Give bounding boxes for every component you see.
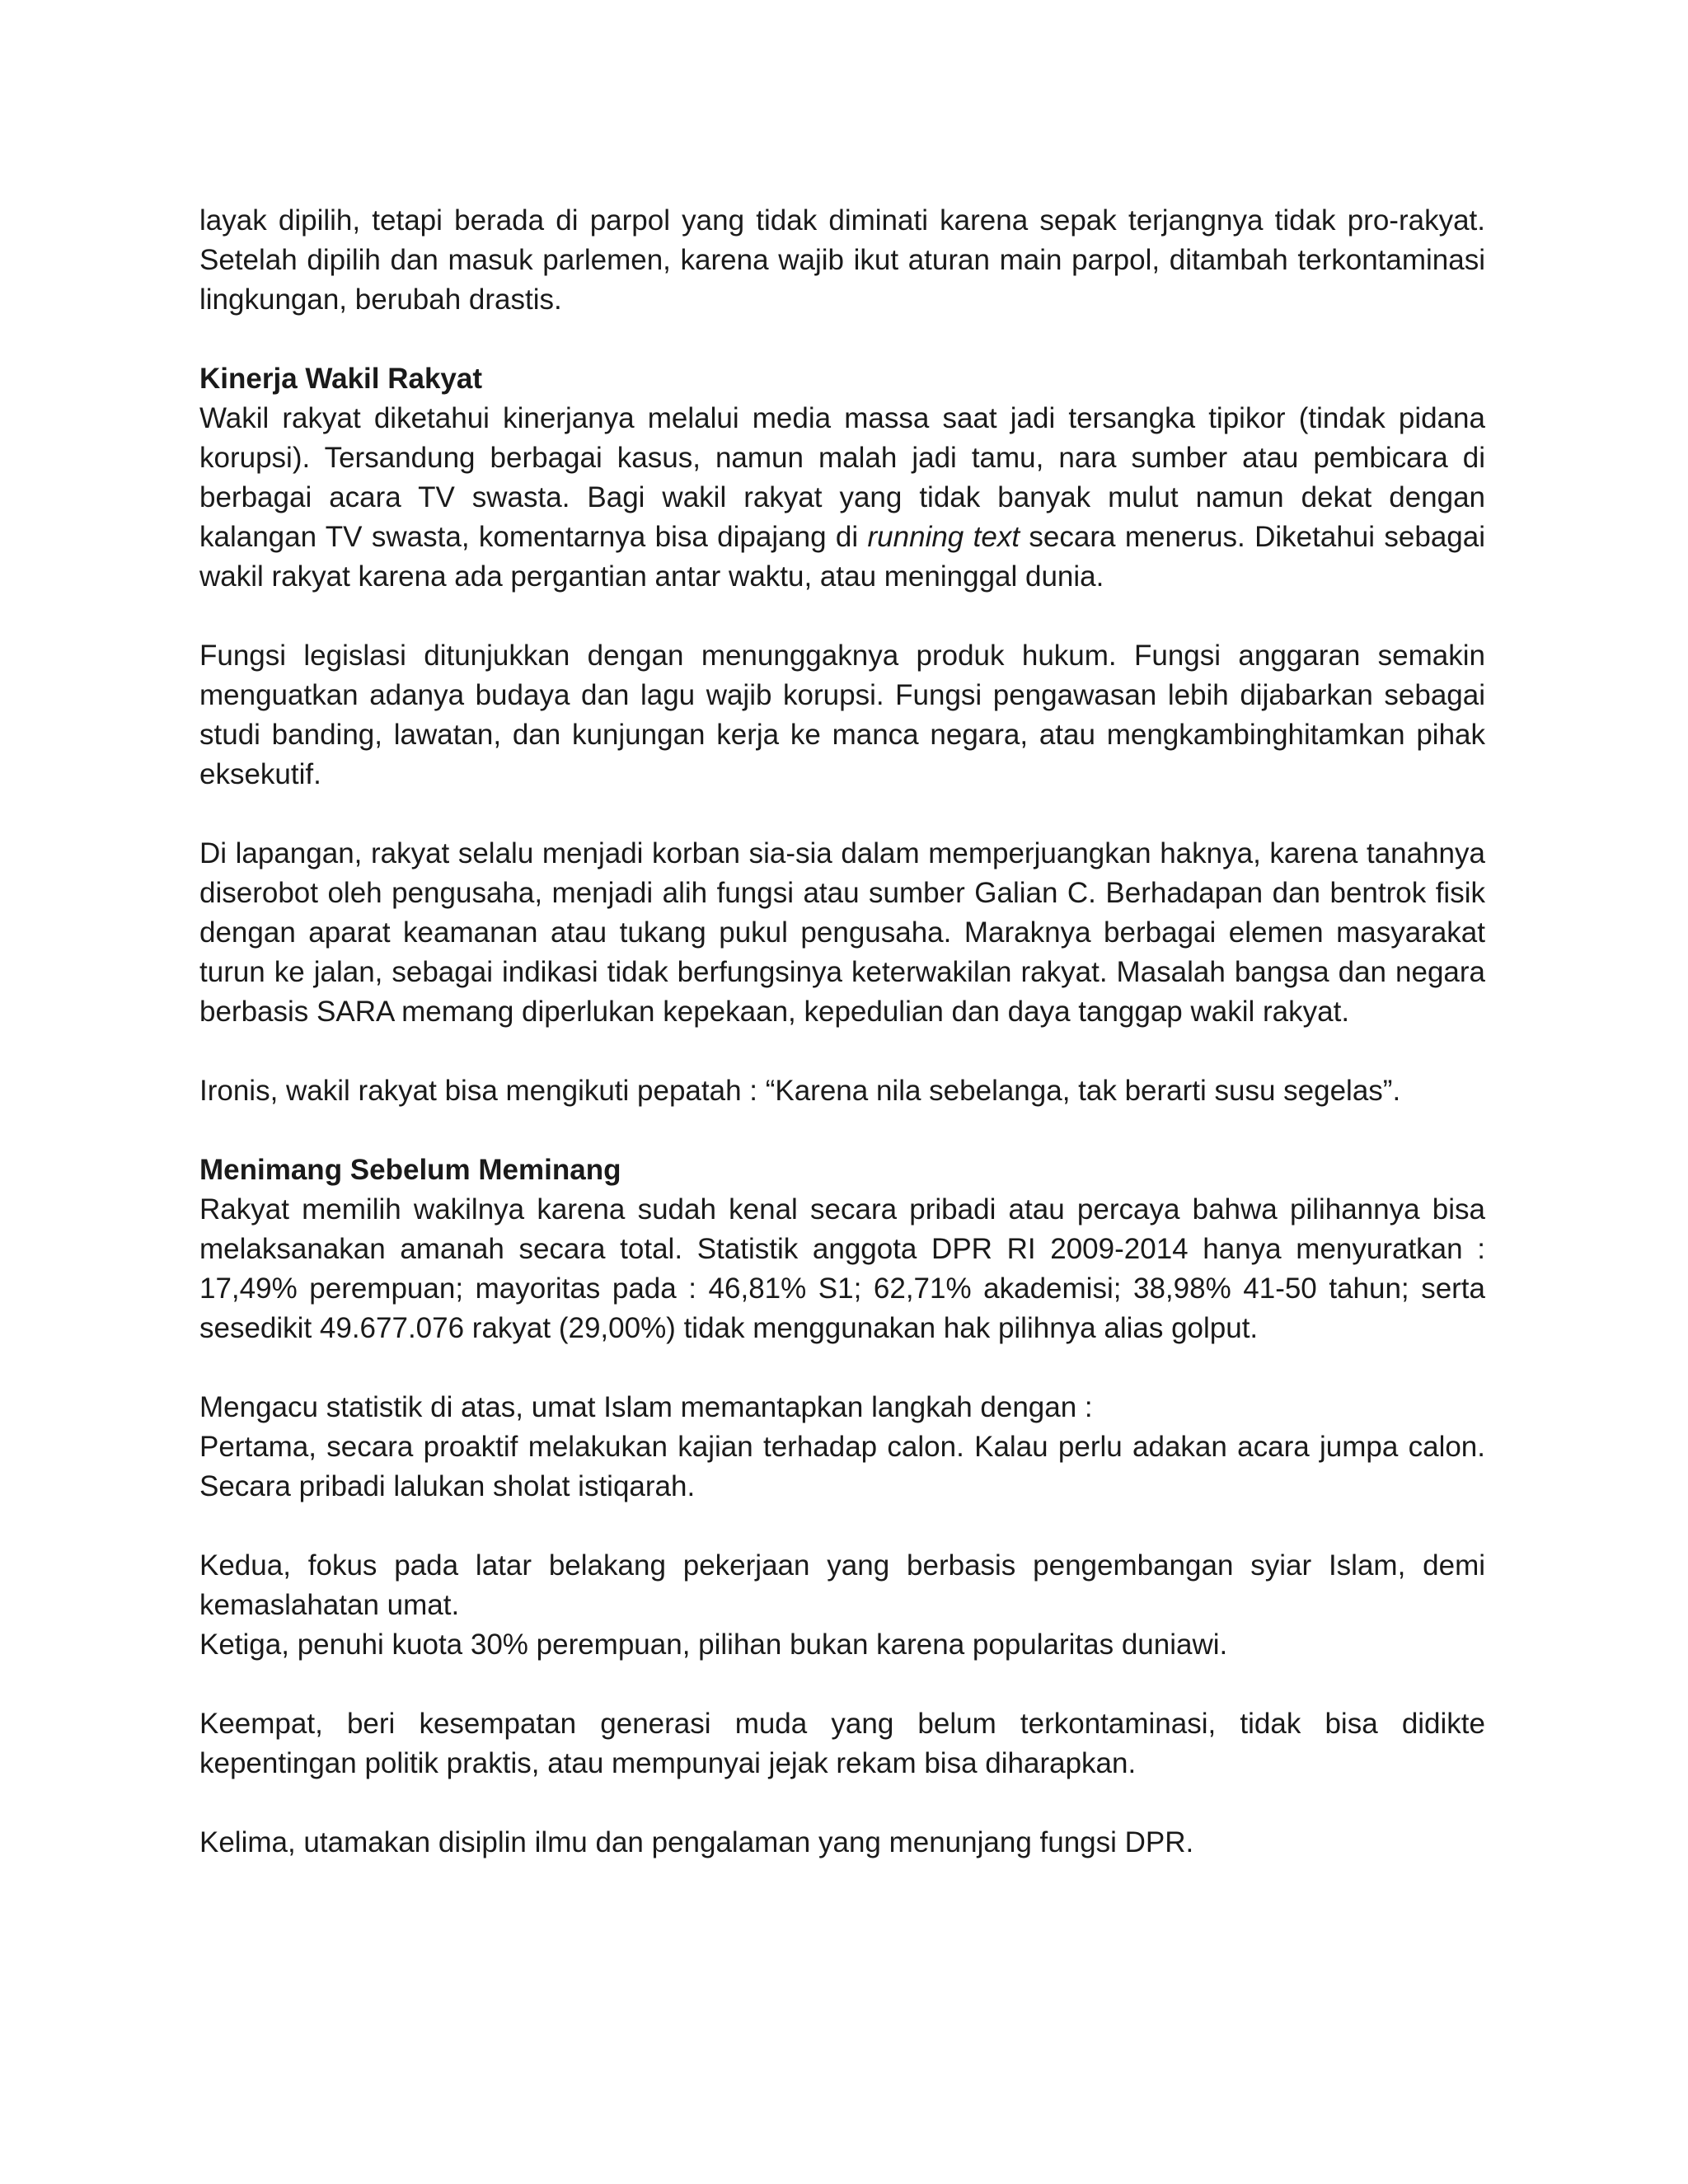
document-body [199, 201, 1485, 1863]
section-heading-menimang: Menimang Sebelum Meminang [199, 1154, 621, 1186]
paragraph-intro: layak dipilih, tetapi berada di parpol yang tidak diminati karena sepak terjangnya tidak pro-rakyat. Setelah dipilih dan masuk parlemen, karena wajib ikut aturan main parpol, ditambah terkontaminasi lingkungan, berubah drastis. [199, 204, 1485, 316]
paragraph-mengacu: Mengacu statistik di atas, umat Islam memantapkan langkah dengan : [199, 1391, 1093, 1423]
section-heading-kinerja: Kinerja Wakil Rakyat [199, 363, 483, 395]
paragraph-lapangan: Di lapangan, rakyat selalu menjadi korban sia-sia dalam memperjuangkan haknya, karena tanahnya diserobot oleh pengusaha, menjadi alih fungsi atau sumber Galian C. Berhadapan dan bentrok fisik dengan aparat keamanan atau tukang pukul pengusaha. Maraknya berbagai elemen masyarakat turun ke jalan, sebagai indikasi tidak berfungsinya keterwakilan rakyat. Masalah bangsa dan negara berbasis SARA memang diperlukan kepekaan, kepedulian dan daya tanggap wakil rakyat. [199, 837, 1485, 1028]
kinerja-text-italic: running text [867, 521, 1020, 553]
paragraph-pertama: Pertama, secara proaktif melakukan kajian terhadap calon. Kalau perlu adakan acara jumpa calon. Secara pribadi lalukan sholat istiqarah. [199, 1431, 1485, 1502]
paragraph-kedua: Kedua, fokus pada latar belakang pekerjaan yang berbasis pengembangan syiar Islam, demi kemaslahatan umat. [199, 1549, 1485, 1621]
paragraph-fungsi: Fungsi legislasi ditunjukkan dengan menunggaknya produk hukum. Fungsi anggaran semakin menguatkan adanya budaya dan lagu wajib korupsi. Fungsi pengawasan lebih dijabarkan sebagai studi banding, lawatan, dan kunjungan kerja ke manca negara, atau mengkambinghitamkan pihak eksekutif. [199, 640, 1485, 790]
paragraph-ironis: Ironis, wakil rakyat bisa mengikuti pepatah : “Karena nila sebelanga, tak berarti susu segelas”. [199, 1075, 1401, 1107]
paragraph-keempat: Keempat, beri kesempatan generasi muda yang belum terkontaminasi, tidak bisa didikte kepentingan politik praktis, atau mempunyai jejak rekam bisa diharapkan. [199, 1708, 1485, 1779]
paragraph-menimang: Rakyat memilih wakilnya karena sudah kenal secara pribadi atau percaya bahwa pilihannya bisa melaksanakan amanah secara total. Statistik anggota DPR RI 2009-2014 hanya menyuratkan : 17,49% perempuan; mayoritas pada : 46,81% S1; 62,71% akademisi; 38,98% 41-50 tahun; serta sesedikit 49.677.076 rakyat (29,00%) tidak menggunakan hak pilihnya alias golput. [199, 1193, 1485, 1344]
paragraph-ketiga: Ketiga, penuhi kuota 30% perempuan, pilihan bukan karena popularitas duniawi. [199, 1629, 1228, 1661]
kinerja-text-after: secara menerus. Diketahui sebagai wakil rakyat karena ada pergantian antar waktu, atau meninggal dunia. [199, 521, 1485, 593]
kinerja-text-before: Wakil rakyat diketahui kinerjanya melalui media massa saat jadi tersangka tipikor (tindak pidana korupsi). Tersandung berbagai kasus, namun malah jadi tamu, nara sumber atau pembicara di berbagai acara TV swasta. Bagi wakil rakyat yang tidak banyak mulut namun dekat dengan kalangan TV swasta, komentarnya bisa dipajang di [199, 402, 1485, 553]
paragraph-kinerja [199, 399, 1485, 597]
paragraph-kelima: Kelima, utamakan disiplin ilmu dan pengalaman yang menunjang fungsi DPR. [199, 1826, 1194, 1858]
